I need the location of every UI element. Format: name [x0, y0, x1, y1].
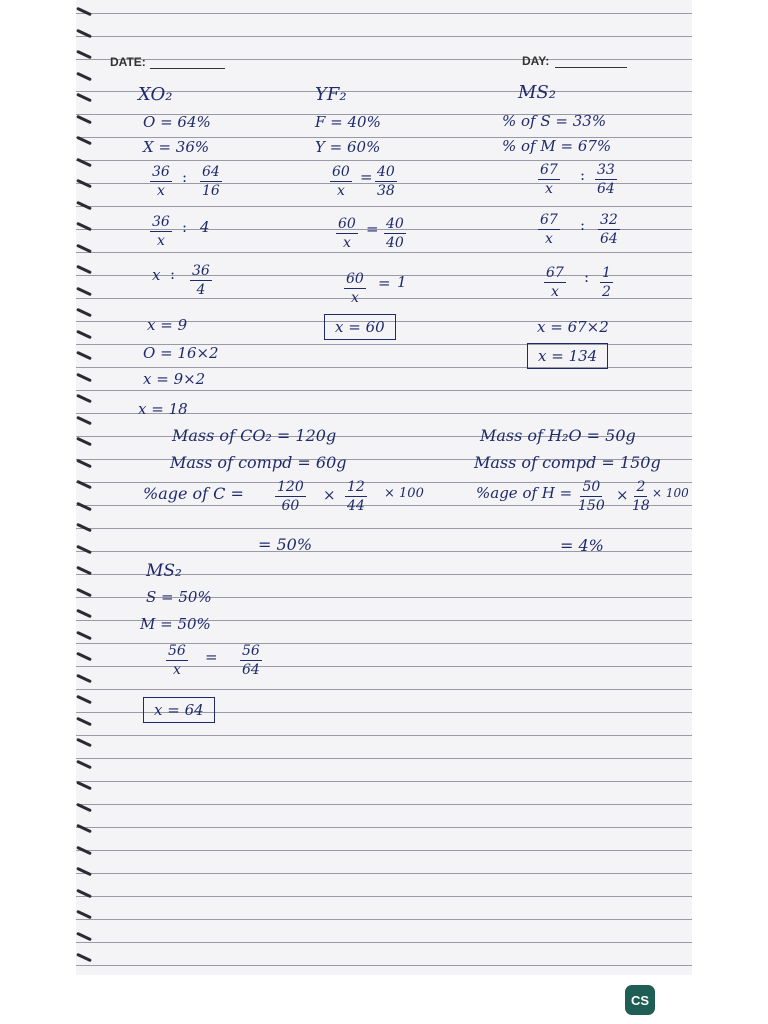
spiral-ring: [76, 265, 92, 274]
col1-frac1-left: $\frac{36}{x}$: [152, 164, 170, 199]
spiral-ring: [76, 824, 92, 833]
col1-frac2-value: 4: [200, 218, 210, 236]
col1-line6: x = 18: [138, 400, 188, 418]
spiral-ring: [76, 867, 92, 876]
spiral-ring: [76, 545, 92, 554]
col1-line1: O = 64%: [143, 113, 211, 131]
col3-answer-box: x = 134: [527, 343, 608, 369]
spiral-ring: [76, 222, 92, 231]
spiral-ring: [76, 7, 92, 16]
col1-title: XO₂: [138, 84, 173, 105]
carbon-times1: ×: [323, 486, 336, 504]
col3-line1: % of S = 33%: [502, 112, 607, 130]
ms2b-frac-right: $\frac{56}{64}$: [242, 643, 260, 678]
spiral-ring: [76, 695, 92, 704]
col2-frac3-sep: =: [378, 274, 391, 292]
spiral-ring: [76, 588, 92, 597]
col3-frac3-left: $\frac{67}{x}$: [546, 265, 564, 300]
spiral-ring: [76, 953, 92, 962]
col2-frac1-right: $\frac{40}{38}$: [377, 164, 395, 199]
spiral-ring: [76, 244, 92, 253]
col1-frac3-right: $\frac{36}{4}$: [192, 263, 210, 298]
spiral-ring: [76, 738, 92, 747]
day-blank-line: [555, 67, 627, 68]
col1-frac3-sep: :: [170, 265, 176, 283]
spiral-ring: [76, 50, 92, 59]
ms2b-line1: S = 50%: [146, 588, 212, 606]
spiral-ring: [76, 201, 92, 210]
camscanner-badge: CS: [625, 985, 655, 1015]
hydrogen-frac-b: $\frac{2}{18}$: [632, 479, 650, 514]
carbon-mass-compd: Mass of compd = 60g: [170, 453, 347, 472]
spiral-ring: [76, 652, 92, 661]
col2-answer-box: x = 60: [324, 314, 396, 340]
hydrogen-pct-label: %age of H =: [476, 484, 573, 502]
col3-frac3-right: $\frac{1}{2}$: [602, 265, 611, 300]
spiral-ring: [76, 846, 92, 855]
spiral-ring: [76, 29, 92, 38]
col1-frac1-sep: :: [182, 168, 188, 186]
date-label: DATE:: [110, 55, 146, 69]
col3-frac2-left: $\frac{67}{x}$: [540, 212, 558, 247]
spiral-ring: [76, 502, 92, 511]
spiral-ring: [76, 158, 92, 167]
carbon-frac-a: $\frac{120}{60}$: [277, 479, 304, 514]
col3-line3: x = 67×2: [537, 318, 609, 336]
col3-line2: % of M = 67%: [502, 137, 612, 155]
col2-frac3-left: $\frac{60}{x}$: [346, 271, 364, 306]
col3-frac2-sep: :: [580, 216, 586, 234]
spiral-ring: [76, 394, 92, 403]
col1-frac2-sep: :: [182, 218, 188, 236]
carbon-frac-b: $\frac{12}{44}$: [347, 479, 365, 514]
spiral-ring: [76, 459, 92, 468]
spiral-ring: [76, 373, 92, 382]
col2-frac1-left: $\frac{60}{x}$: [332, 164, 350, 199]
col1-line4: O = 16×2: [143, 344, 219, 362]
col1-frac1-right: $\frac{64}{16}$: [202, 164, 220, 199]
hydrogen-times1: ×: [616, 486, 629, 504]
spiral-ring: [76, 93, 92, 102]
col2-line2: Y = 60%: [315, 138, 381, 156]
spiral-ring: [76, 631, 92, 640]
spiral-ring: [76, 330, 92, 339]
ms2b-frac-left: $\frac{56}{x}$: [168, 643, 186, 678]
col2-line1: F = 40%: [315, 113, 381, 131]
spiral-ring: [76, 437, 92, 446]
carbon-pct-label: %age of C =: [143, 484, 244, 503]
col2-frac3-value: 1: [397, 273, 407, 291]
spiral-ring: [76, 932, 92, 941]
hydrogen-times100: × 100: [652, 486, 689, 500]
spiral-ring: [76, 717, 92, 726]
spiral-ring: [76, 115, 92, 124]
carbon-result: = 50%: [258, 535, 313, 554]
col2-frac1-sep: =: [360, 168, 373, 186]
spiral-ring: [76, 889, 92, 898]
col1-line5: x = 9×2: [143, 370, 206, 388]
spiral-ring: [76, 910, 92, 919]
spiral-ring: [76, 609, 92, 618]
col2-frac2-right: $\frac{40}{40}$: [386, 216, 404, 251]
col3-title: MS₂: [518, 82, 556, 103]
spiral-ring: [76, 308, 92, 317]
hydrogen-mass-compd: Mass of compd = 150g: [474, 453, 661, 472]
carbon-times100: × 100: [384, 486, 424, 501]
col3-frac1-sep: :: [580, 166, 586, 184]
col3-frac2-right: $\frac{32}{64}$: [600, 212, 618, 247]
col1-frac3-x: x: [152, 266, 161, 284]
spiral-ring: [76, 781, 92, 790]
spiral-ring: [76, 72, 92, 81]
hydrogen-result: = 4%: [560, 536, 604, 555]
day-label: DAY:: [522, 54, 550, 68]
spiral-ring: [76, 351, 92, 360]
hydrogen-mass-h2o: Mass of H₂O = 50g: [480, 426, 636, 445]
spiral-ring: [76, 566, 92, 575]
col3-frac1-right: $\frac{33}{64}$: [597, 162, 615, 197]
spiral-ring: [76, 803, 92, 812]
spiral-ring: [76, 480, 92, 489]
col3-frac1-left: $\frac{67}{x}$: [540, 162, 558, 197]
date-blank-line: [150, 68, 225, 69]
spiral-ring: [76, 287, 92, 296]
col3-frac3-sep: :: [584, 268, 590, 286]
col2-frac2-sep: =: [366, 220, 379, 238]
carbon-mass-co2: Mass of CO₂ = 120g: [172, 426, 337, 445]
spiral-ring: [76, 674, 92, 683]
ms2b-answer-box: x = 64: [143, 697, 215, 723]
spiral-ring: [76, 136, 92, 145]
spiral-binding: [76, 0, 96, 975]
ms2b-frac-sep: =: [205, 648, 218, 666]
spiral-ring: [76, 760, 92, 769]
col1-line2: X = 36%: [143, 138, 210, 156]
col2-title: YF₂: [315, 84, 347, 105]
spiral-ring: [76, 523, 92, 532]
col1-frac2-left: $\frac{36}{x}$: [152, 214, 170, 249]
spiral-ring: [76, 416, 92, 425]
col2-frac2-left: $\frac{60}{x}$: [338, 216, 356, 251]
hydrogen-frac-a: $\frac{50}{150}$: [578, 479, 605, 514]
spiral-ring: [76, 179, 92, 188]
ms2b-line2: M = 50%: [140, 615, 211, 633]
col1-line3: x = 9: [147, 316, 188, 334]
ms2b-title: MS₂: [146, 561, 182, 581]
